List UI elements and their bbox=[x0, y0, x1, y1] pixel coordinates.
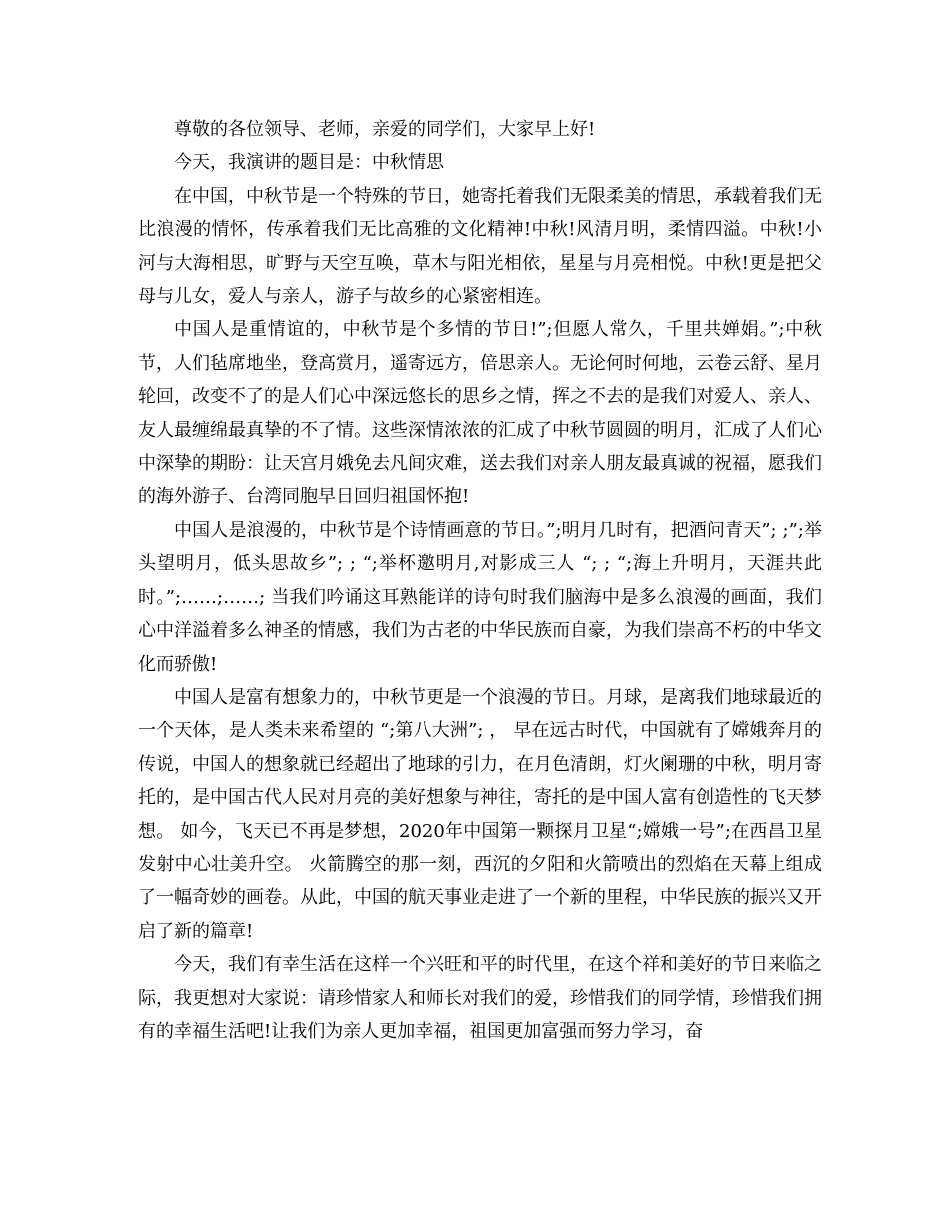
speech-body bbox=[138, 113, 822, 1048]
paragraph-closing: 今天，我们有幸生活在这样一个兴旺和平的时代里，在这个祥和美好的节日来临之际，我更想对大家说：请珍惜家人和师长对我们的爱，珍惜我们的同学情，珍惜我们拥有的幸福生活吧!让我们为亲人更加幸福，祖国更加富强而努力学习，奋 bbox=[138, 954, 822, 1042]
paragraph-greeting: 尊敬的各位领导、老师，亲爱的同学们，大家早上好! bbox=[174, 119, 596, 140]
paragraph-romance: 中国人是浪漫的，中秋节是个诗情画意的节日。”;明月几时有，把酒问青天”; ;”;举头望明月，低头思故乡”; ; “;举杯邀明月,对影成三人 “; ; “;海上升明月，天涯共此时。”;……;……; 当我们吟诵这耳熟能详的诗句时我们脑海中是多么浪漫的画面，我们心中洋溢着多么神圣的情感，我们为古老的中华民族而自豪，为我们崇高不朽的中华文化而骄傲! bbox=[138, 519, 822, 675]
paragraph-imagination: 中国人是富有想象力的，中秋节更是一个浪漫的节日。月球，是离我们地球最近的一个天体，是人类未来希望的 “;第八大洲”; ， 早在远古时代，中国就有了嫦娥奔月的传说，中国人的想象就已经超出了地球的引力，在月色清朗，灯火阑珊的中秋，明月寄托的，是中国古代人民对月亮的美好想象与神往，寄托的是中国人富有创造性的飞天梦想。 如今，飞天已不再是梦想，2020年中国第一颗探月卫星“;嫦娥一号”;在西昌卫星发射中心壮美升空。 火箭腾空的那一刻，西沉的夕阳和火箭喷出的烈焰在天幕上组成了一幅奇妙的画卷。从此，中国的航天事业走进了一个新的里程，中华民族的振兴又开启了新的篇章! bbox=[138, 686, 822, 942]
paragraph-topic: 今天，我演讲的题目是：中秋情思 bbox=[174, 152, 444, 174]
paragraph-affection: 中国人是重情谊的，中秋节是个多情的节日!”;但愿人常久，千里共婵娟。”;中秋节，人们毡席地坐，登高赏月，遥寄远方，倍思亲人。无论何时何地，云卷云舒、星月轮回，改变不了的是人们心中深远悠长的思乡之情，挥之不去的是我们对爱人、亲人、友人最缠绵最真挚的不了情。这些深情浓浓的汇成了中秋节圆圆的明月，汇成了人们心中深挚的期盼：让天宫月娥免去凡间灾难，送去我们对亲人朋友最真诚的祝福，愿我们的海外游子、台湾同胞早日回归祖国怀抱! bbox=[138, 319, 822, 508]
paragraph-intro: 在中国，中秋节是一个特殊的节日，她寄托着我们无限柔美的情思，承载着我们无比浪漫的情怀，传承着我们无比高雅的文化精神!中秋!风清月明，柔情四溢。中秋!小河与大海相思，旷野与天空互唤，草木与阳光相依，星星与月亮相悦。中秋!更是把父母与儿女，爱人与亲人，游子与故乡的心紧密相连。 bbox=[138, 185, 822, 308]
